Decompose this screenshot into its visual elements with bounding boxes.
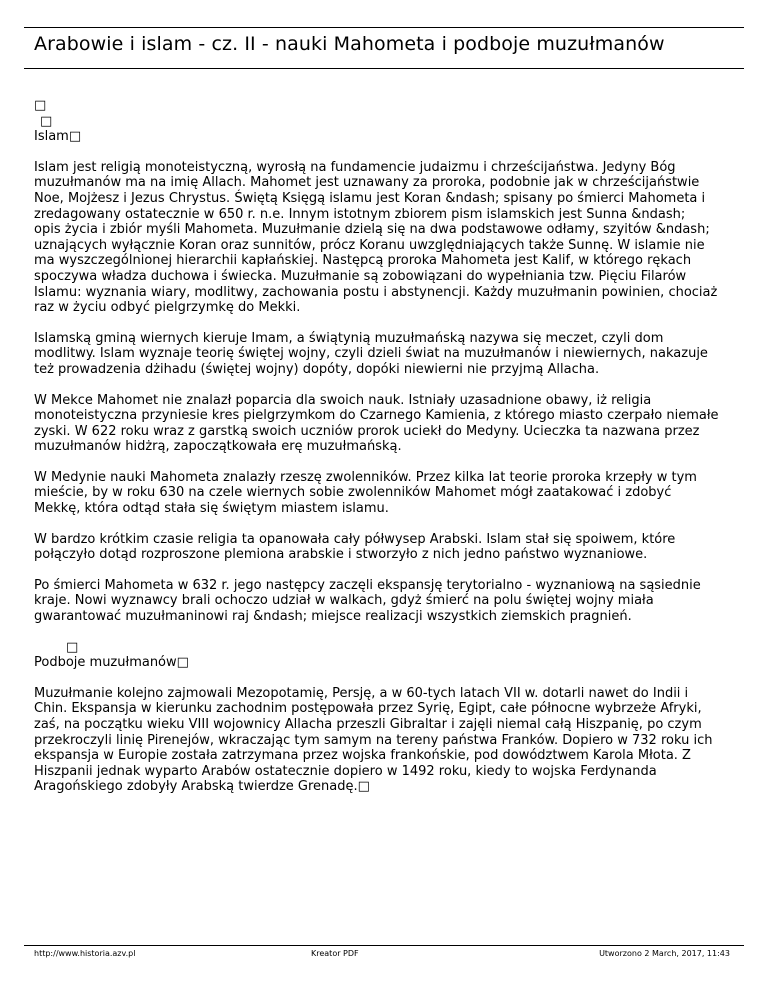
article-body bbox=[34, 98, 734, 810]
text-line: monoteistyczna przyniesie kres pielgrzymkom do Czarnego Kamienia, z którego miasto czerpało niemałe bbox=[34, 408, 719, 424]
section-heading-podboje: Podboje muzułmanów□ bbox=[34, 655, 189, 671]
text-line: opis życia i zbiór myśli Mahometa. Muzułmanie dzielą się na dwa podstawowe odłamy, szyitów &ndash; bbox=[34, 222, 710, 238]
text-line: ekspansja w Europie została zatrzymana przez wojska frankońskie, pod dowództwem Karola Młota. Z bbox=[34, 748, 691, 764]
text-line: raz w życiu odbyć pielgrzymkę do Mekki. bbox=[34, 300, 301, 316]
paragraph bbox=[34, 532, 734, 563]
text-line: Muzułmanie kolejno zajmowali Mezopotamię, Persję, a w 60-tych latach VII w. dotarli nawet do Indii i bbox=[34, 685, 689, 701]
footer-url: http://www.historia.azv.pl bbox=[34, 949, 136, 958]
text-line: zredagowany ostatecznie w 650 r. n.e. Innym istotnym zbiorem pism islamskich jest Sunna &ndash; bbox=[34, 206, 686, 222]
text-line: muzułmanów hidżrą, zapoczątkowała erę muzułmańską. bbox=[34, 439, 402, 455]
text-line: Islamu: wyznania wiary, modlitwy, zachowania postu i abstynencji. Każdy muzułmanin powinien, chociaż bbox=[34, 284, 718, 300]
paragraph bbox=[34, 470, 734, 517]
text-line: przekroczyli linię Pirenejów, wkraczając tym samym na tereny państwa Franków. Dopiero w 732 roku ich bbox=[34, 732, 713, 748]
section-heading-islam: Islam□ bbox=[34, 129, 82, 145]
text-line: uznających wyłącznie Koran oraz sunnitów, prócz Koranu uwzględniających także Sunnę. W islamie nie bbox=[34, 237, 705, 253]
text-line: W Medynie nauki Mahometa znalazły rzeszę zwolenników. Przez kilka lat teorie proroka krzepły w tym bbox=[34, 469, 697, 485]
text-line: Po śmierci Mahometa w 632 r. jego następcy zaczęli ekspansję terytorialno - wyznaniową na sąsiednie bbox=[34, 577, 701, 593]
text-line: zyski. W 622 roku wraz z garstką swoich uczniów prorok uciekł do Medyny. Ucieczka ta nazwana przez bbox=[34, 423, 700, 439]
paragraph bbox=[34, 160, 734, 316]
text-line: ma wyszczególnionej hierarchii kapłańskiej. Następcą proroka Mahometa jest Kalif, w którego rękach bbox=[34, 253, 692, 269]
paragraph bbox=[34, 393, 734, 455]
glyph-marker: □ bbox=[34, 98, 47, 113]
footer-creator: Kreator PDF bbox=[311, 949, 359, 958]
text-line: Chin. Ekspansja w kierunku zachodnim postępowała przez Syrię, Egipt, całe północne wybrzeże Afryki, bbox=[34, 701, 702, 717]
paragraph bbox=[34, 331, 734, 378]
text-line: Mekkę, która odtąd stała się świętym miastem islamu. bbox=[34, 501, 389, 517]
text-line: W Mekce Mahomet nie znalazł poparcia dla swoich nauk. Istniały uzasadnione obawy, iż religia bbox=[34, 392, 652, 408]
footer-created-date: Utworzono 2 March, 2017, 11:43 bbox=[599, 949, 730, 958]
text-line: muzułmanów ma na imię Allach. Mahomet jest uznawany za proroka, podobnie jak w chrześcijaństwie bbox=[34, 175, 700, 191]
text-line: W bardzo krótkim czasie religia ta opanowała cały półwysep Arabski. Islam stał się spoiwem, które bbox=[34, 531, 676, 547]
paragraph bbox=[34, 578, 734, 625]
top-rule bbox=[24, 27, 744, 28]
paragraph bbox=[34, 686, 734, 795]
text-line: mieście, by w roku 630 na czele wiernych sobie zwolenników Mahomet mógł zaatakować i zdobyć bbox=[34, 485, 672, 501]
text-line: Islamską gminą wiernych kieruje Imam, a świątynią muzułmańską nazywa się meczet, czyli dom bbox=[34, 330, 664, 346]
text-line: zaś, na początku wieku VIII wojownicy Allacha przeszli Gibraltar i zajęli niemal całą Hiszpanię, po czym bbox=[34, 717, 702, 732]
text-line: Aragońskiego zdobyły Arabską twierdze Grenadę.□ bbox=[34, 779, 370, 795]
text-line: Islam jest religią monoteistyczną, wyrosłą na fundamencie judaizmu i chrześcijaństwa. Jedyny Bóg bbox=[34, 159, 676, 175]
glyph-marker: □ bbox=[66, 639, 79, 655]
text-line: gwarantować muzułmaninowi raj &ndash; miejsce realizacji wszystkich ziemskich pragnień. bbox=[34, 609, 632, 625]
text-line: modlitwy. Islam wyznaje teorię świętej wojny, czyli dzieli świat na muzułmanów i niewiernych, nakazuje bbox=[34, 346, 708, 362]
glyph-marker: □ bbox=[40, 113, 53, 129]
text-line: Hiszpanii jednak wyparto Arabów ostatecznie dopiero w 1492 roku, kiedy to wojska Ferdynanda bbox=[34, 763, 657, 779]
text-line: spoczywa władza duchowa i świecka. Muzułmanie są zobowiązani do wypełniania tzw. Pięciu Filarów bbox=[34, 268, 687, 284]
text-line: Noe, Mojżesz i Jezus Chrystus. Świętą Księgą islamu jest Koran &ndash; spisany po śmierci Mahometa i bbox=[34, 190, 706, 206]
text-line: połączyło dotąd rozproszone plemiona arabskie i stworzyło z nich jedno państwo wyznaniowe. bbox=[34, 547, 648, 563]
text-line: też prowadzenia dżihadu (świętej wojny) dopóty, dopóki niewierni nie przyjmą Allacha. bbox=[34, 361, 600, 377]
page-title: Arabowie i islam - cz. II - nauki Mahometa i podboje muzułmanów bbox=[34, 33, 665, 55]
title-rule bbox=[24, 68, 744, 69]
text-line: kraje. Nowi wyznawcy brali ochoczo udział w walkach, gdyż śmierć na polu świętej wojny miała bbox=[34, 593, 654, 609]
footer-rule bbox=[24, 945, 744, 946]
